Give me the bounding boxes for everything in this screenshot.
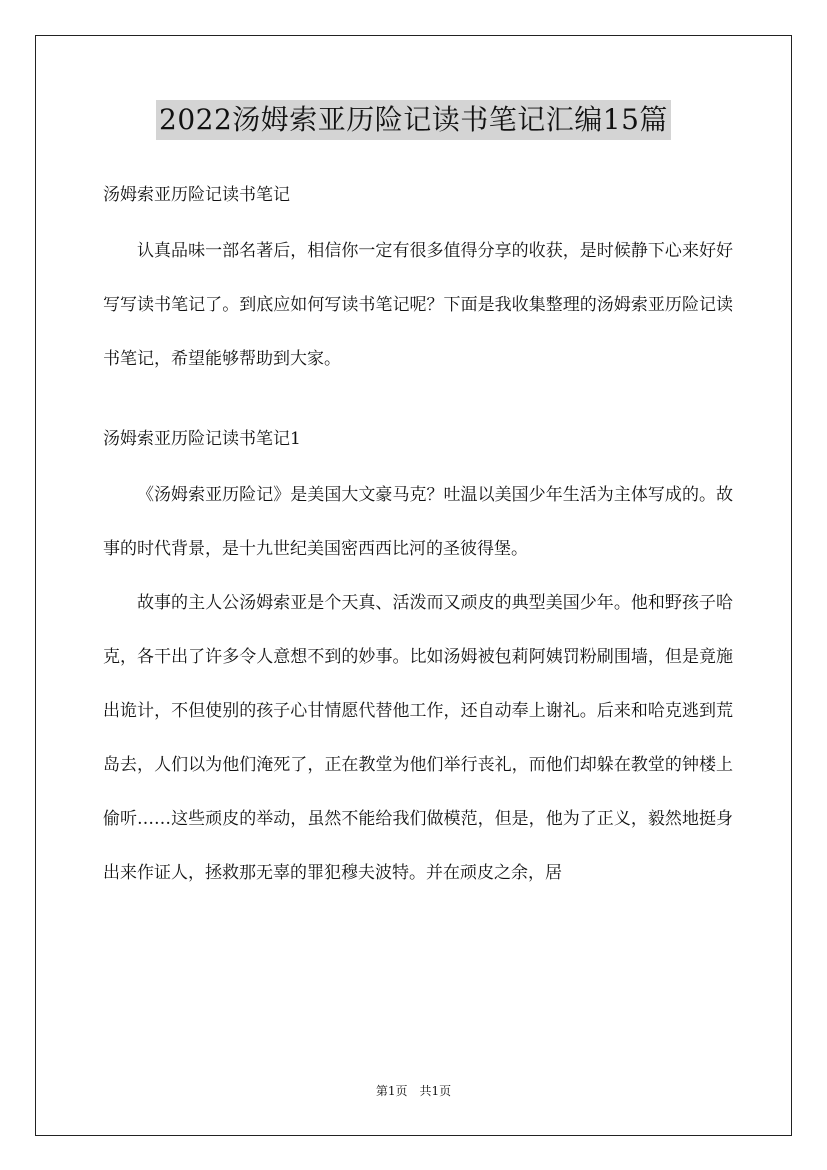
section1-paragraph-2: 故事的主人公汤姆索亚是个天真、活泼而又顽皮的典型美国少年。他和野孩子哈克，各干出了许多令人意想不到的妙事。比如汤姆被包莉阿姨罚粉刷围墙，但是竟施出诡计，不但使别的孩子心甘情愿代替他工作，还自动奉上谢礼。后来和哈克逃到荒岛去，人们以为他们淹死了，正在教堂为他们举行丧礼，而他们却躲在教堂的钟楼上偷听……这些顽皮的举动，虽然不能给我们做模范，但是，他为了正义，毅然地挺身出来作证人，拯救那无辜的罪犯穆夫波特。并在顽皮之余，居 <box>103 593 733 883</box>
intro-heading: 汤姆索亚历险记读书笔记 <box>103 185 290 205</box>
section1-heading: 汤姆索亚历险记读书笔记1 <box>103 429 301 449</box>
title-container <box>0 100 827 140</box>
document-title: 2022汤姆索亚历险记读书笔记汇编15篇 <box>156 100 671 140</box>
page-footer: 第1页 共1页 <box>375 1084 452 1098</box>
document-body <box>103 178 733 900</box>
section-spacer <box>103 386 733 422</box>
intro-paragraph: 认真品味一部名著后，相信你一定有很多值得分享的收获，是时候静下心来好好写写读书笔记了。到底应如何写读书笔记呢？下面是我收集整理的汤姆索亚历险记读书笔记，希望能够帮助到大家。 <box>103 241 733 369</box>
section1-paragraph-1: 《汤姆索亚历险记》是美国大文豪马克？吐温以美国少年生活为主体写成的。故事的时代背景，是十九世纪美国密西西比河的圣彼得堡。 <box>103 485 733 559</box>
